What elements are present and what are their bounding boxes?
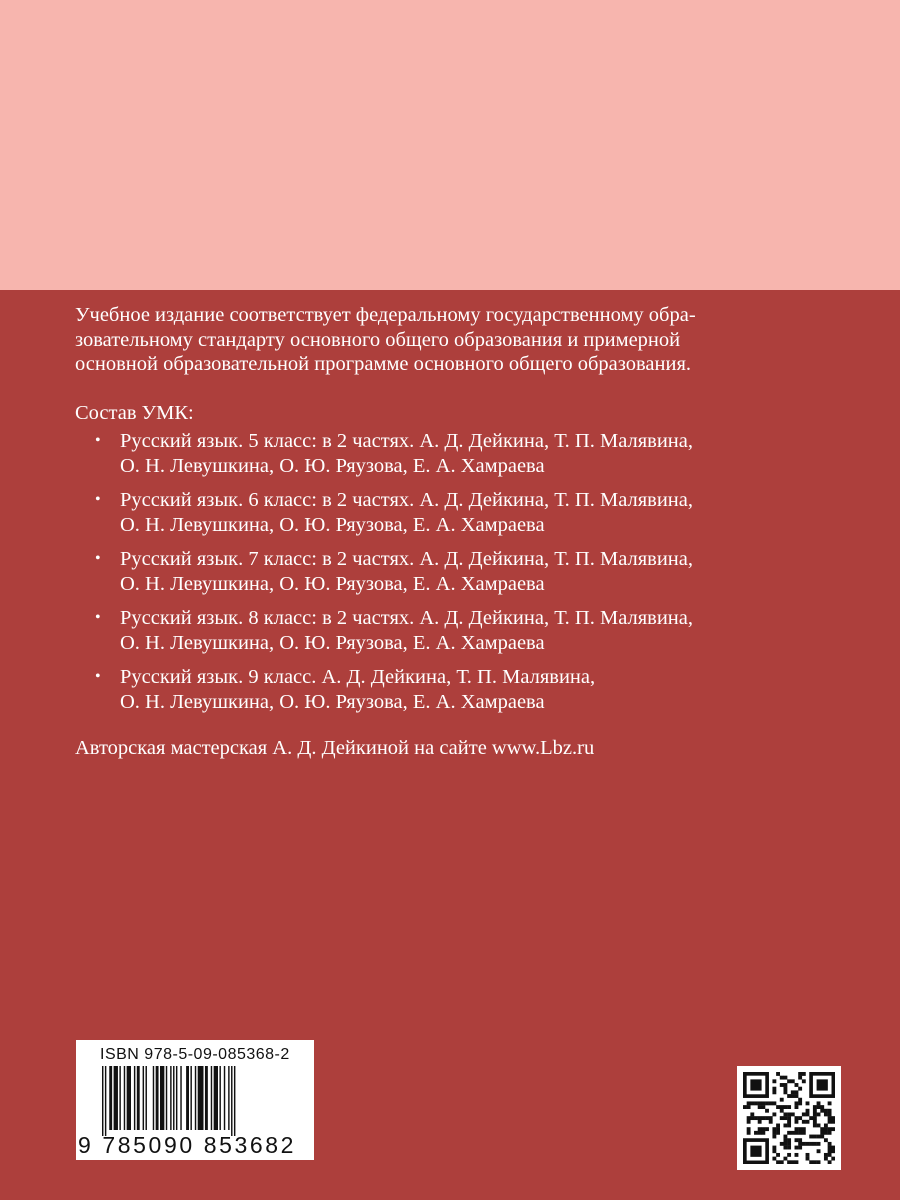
edition-statement-line: основной образовательной программе основного общего образования. xyxy=(75,353,692,375)
bullet-icon: • xyxy=(95,609,101,626)
umk-item-authors: О. Н. Левушкина, О. Ю. Ряузова, Е. А. Хамраева xyxy=(120,572,545,595)
barcode-digits: 9 785090 853682 xyxy=(78,1132,297,1158)
umk-list-item xyxy=(75,488,855,537)
isbn-barcode-block xyxy=(76,1040,314,1160)
isbn-label: ISBN 978-5-09-085368-2 xyxy=(100,1046,290,1063)
umk-item-authors: О. Н. Левушкина, О. Ю. Ряузова, Е. А. Хамраева xyxy=(120,513,545,536)
bullet-icon: • xyxy=(95,550,101,567)
umk-item-title: Русский язык. 5 класс: в 2 частях. А. Д. Дейкина, Т. П. Малявина, xyxy=(120,430,693,452)
author-site-note: Авторская мастерская А. Д. Дейкиной на сайте www.Lbz.ru xyxy=(75,737,595,759)
umk-item-authors: О. Н. Левушкина, О. Ю. Ряузова, Е. А. Хамраева xyxy=(120,454,545,477)
umk-list xyxy=(75,429,855,714)
umk-item-title: Русский язык. 7 класс: в 2 частях. А. Д. Дейкина, Т. П. Малявина, xyxy=(120,548,693,570)
qr-code-icon xyxy=(743,1072,835,1164)
edition-statement-line: зовательному стандарту основного общего образования и примерной xyxy=(75,328,681,351)
umk-item-title: Русский язык. 9 класс. А. Д. Дейкина, Т. П. Малявина, xyxy=(120,666,596,688)
umk-heading: Состав УМК: xyxy=(75,401,194,424)
bullet-icon: • xyxy=(95,668,101,685)
qr-code-block xyxy=(737,1066,841,1170)
umk-list-item xyxy=(75,547,855,596)
edition-statement-line: Учебное издание соответствует федеральному государственному обра- xyxy=(75,304,696,326)
edition-statement xyxy=(75,303,855,377)
umk-item-authors: О. Н. Левушкина, О. Ю. Ряузова, Е. А. Хамраева xyxy=(120,690,545,713)
umk-item-title: Русский язык. 8 класс: в 2 частях. А. Д. Дейкина, Т. П. Малявина, xyxy=(120,607,693,629)
umk-list-item xyxy=(75,429,855,478)
bullet-icon: • xyxy=(95,491,101,508)
umk-item-authors: О. Н. Левушкина, О. Ю. Ряузова, Е. А. Хамраева xyxy=(120,631,545,654)
umk-list-item xyxy=(75,665,855,714)
back-cover-text xyxy=(75,303,855,761)
umk-item-title: Русский язык. 6 класс: в 2 частях. А. Д. Дейкина, Т. П. Малявина, xyxy=(120,489,693,511)
barcode-icon xyxy=(98,1066,298,1138)
bullet-icon: • xyxy=(95,432,101,449)
cover-top-band xyxy=(0,0,900,290)
umk-list-item xyxy=(75,606,855,655)
